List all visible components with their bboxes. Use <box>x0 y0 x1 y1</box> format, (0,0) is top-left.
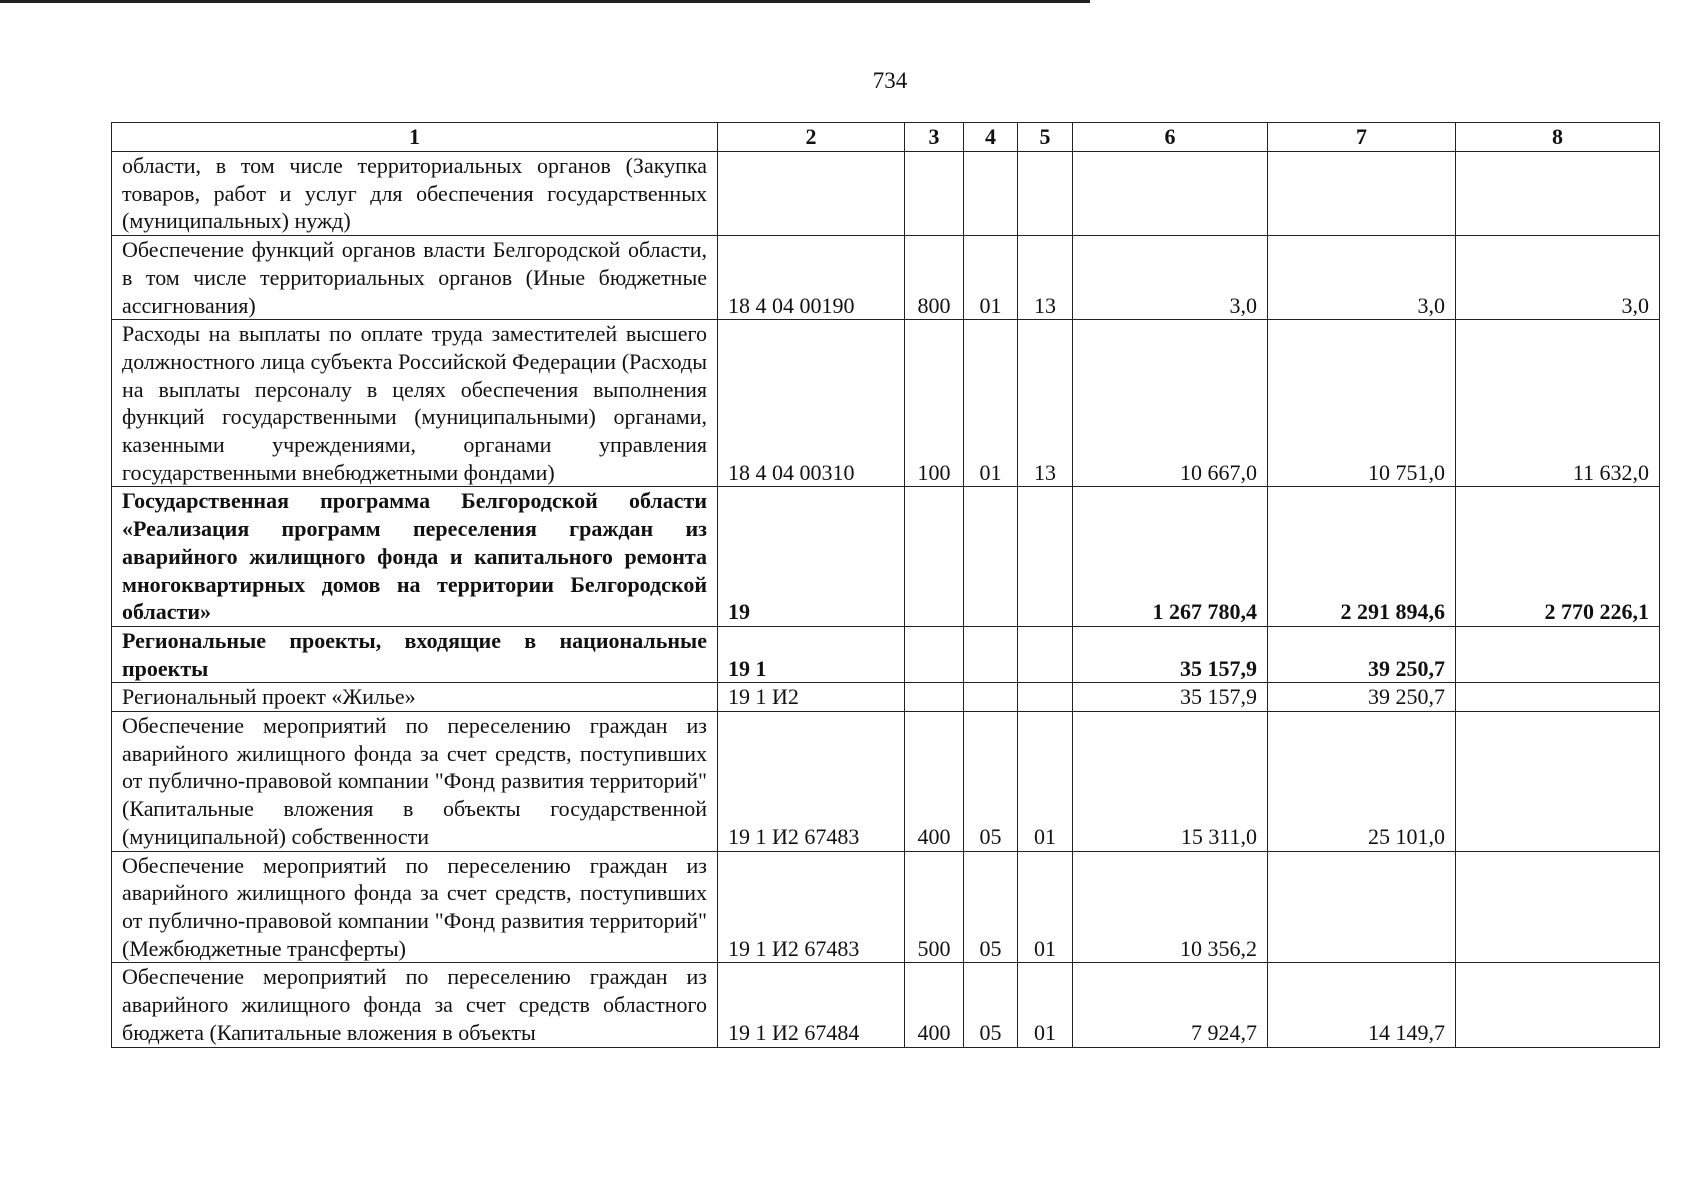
budget-table <box>111 122 1660 1048</box>
table-row <box>112 683 1660 712</box>
top-rule <box>0 0 1090 3</box>
row-code-cell: 19 1 <box>718 626 905 682</box>
row-col3-cell: 800 <box>905 236 964 320</box>
row-name-cell: Обеспечение мероприятий по переселению граждан из аварийного жилищного фонда за счет средств, поступивших от публично-правовой компании "Фонд развития территорий" (Межбюджетные трансферты) <box>112 851 718 963</box>
row-col7-cell: 39 250,7 <box>1268 683 1456 712</box>
row-col3-cell <box>905 683 964 712</box>
table-row <box>112 320 1660 487</box>
header-col-7: 7 <box>1268 123 1456 152</box>
row-col3-cell: 100 <box>905 320 964 487</box>
header-col-8: 8 <box>1456 123 1660 152</box>
row-col4-cell: 05 <box>964 963 1018 1047</box>
row-name-cell: Расходы на выплаты по оплате труда заместителей высшего должностного лица субъекта Российской Федерации (Расходы на выплаты персоналу в целях обеспечения выполнения функций государственными (муниципальными) органами, казенными учреждениями, органами управления государственными внебюджетными фондами) <box>112 320 718 487</box>
header-col-6: 6 <box>1073 123 1268 152</box>
row-col5-cell: 01 <box>1018 963 1073 1047</box>
row-col7-cell <box>1268 152 1456 236</box>
table-row <box>112 963 1660 1047</box>
row-code-cell: 19 1 И2 67484 <box>718 963 905 1047</box>
row-name-cell: области, в том числе территориальных органов (Закупка товаров, работ и услуг для обеспечения государственных (муниципальных) нужд) <box>112 152 718 236</box>
header-col-3: 3 <box>905 123 964 152</box>
row-col5-cell <box>1018 626 1073 682</box>
row-code-cell: 19 1 И2 67483 <box>718 712 905 852</box>
row-col8-cell <box>1456 152 1660 236</box>
table-row <box>112 626 1660 682</box>
table-header-row <box>112 123 1660 152</box>
row-col7-cell: 2 291 894,6 <box>1268 487 1456 627</box>
row-col4-cell: 05 <box>964 851 1018 963</box>
row-name-cell: Государственная программа Белгородской области «Реализация программ переселения граждан из аварийного жилищного фонда и капитального ремонта многоквартирных домов на территории Белгородской области» <box>112 487 718 627</box>
row-code-cell: 18 4 04 00190 <box>718 236 905 320</box>
row-col5-cell: 01 <box>1018 712 1073 852</box>
row-code-cell: 19 <box>718 487 905 627</box>
row-col8-cell: 11 632,0 <box>1456 320 1660 487</box>
row-col7-cell: 39 250,7 <box>1268 626 1456 682</box>
page-number: 734 <box>872 68 908 93</box>
row-col6-cell: 35 157,9 <box>1073 683 1268 712</box>
row-col3-cell <box>905 626 964 682</box>
row-col5-cell <box>1018 487 1073 627</box>
row-col7-cell: 14 149,7 <box>1268 963 1456 1047</box>
row-col8-cell <box>1456 683 1660 712</box>
row-col8-cell <box>1456 626 1660 682</box>
row-col4-cell: 01 <box>964 236 1018 320</box>
header-col-1: 1 <box>112 123 718 152</box>
row-col7-cell <box>1268 851 1456 963</box>
row-col4-cell: 05 <box>964 712 1018 852</box>
row-col5-cell <box>1018 152 1073 236</box>
row-col7-cell: 3,0 <box>1268 236 1456 320</box>
row-name-cell: Обеспечение мероприятий по переселению граждан из аварийного жилищного фонда за счет средств областного бюджета (Капитальные вложения в объекты <box>112 963 718 1047</box>
table-row <box>112 851 1660 963</box>
row-name-cell: Региональные проекты, входящие в национальные проекты <box>112 626 718 682</box>
row-col8-cell <box>1456 712 1660 852</box>
row-col5-cell: 13 <box>1018 236 1073 320</box>
row-col4-cell <box>964 626 1018 682</box>
row-col8-cell: 2 770 226,1 <box>1456 487 1660 627</box>
row-col3-cell: 400 <box>905 963 964 1047</box>
row-col6-cell: 1 267 780,4 <box>1073 487 1268 627</box>
row-col3-cell: 500 <box>905 851 964 963</box>
table-row <box>112 152 1660 236</box>
header-col-5: 5 <box>1018 123 1073 152</box>
row-col4-cell: 01 <box>964 320 1018 487</box>
header-col-4: 4 <box>964 123 1018 152</box>
table-row <box>112 712 1660 852</box>
row-code-cell: 19 1 И2 67483 <box>718 851 905 963</box>
row-col7-cell: 10 751,0 <box>1268 320 1456 487</box>
row-col6-cell: 10 667,0 <box>1073 320 1268 487</box>
row-col6-cell: 7 924,7 <box>1073 963 1268 1047</box>
row-col6-cell: 15 311,0 <box>1073 712 1268 852</box>
row-name-cell: Обеспечение мероприятий по переселению граждан из аварийного жилищного фонда за счет средств, поступивших от публично-правовой компании "Фонд развития территорий" (Капитальные вложения в объекты государственной (муниципальной) собственности <box>112 712 718 852</box>
row-col3-cell <box>905 152 964 236</box>
row-col4-cell <box>964 152 1018 236</box>
table-row <box>112 487 1660 627</box>
row-col6-cell <box>1073 152 1268 236</box>
row-code-cell: 19 1 И2 <box>718 683 905 712</box>
row-col6-cell: 10 356,2 <box>1073 851 1268 963</box>
row-col5-cell: 13 <box>1018 320 1073 487</box>
row-col7-cell: 25 101,0 <box>1268 712 1456 852</box>
row-code-cell <box>718 152 905 236</box>
row-col8-cell <box>1456 963 1660 1047</box>
row-col6-cell: 3,0 <box>1073 236 1268 320</box>
row-col8-cell: 3,0 <box>1456 236 1660 320</box>
row-col8-cell <box>1456 851 1660 963</box>
row-col6-cell: 35 157,9 <box>1073 626 1268 682</box>
row-name-cell: Региональный проект «Жилье» <box>112 683 718 712</box>
header-col-2: 2 <box>718 123 905 152</box>
table-row <box>112 236 1660 320</box>
row-col3-cell <box>905 487 964 627</box>
row-col5-cell <box>1018 683 1073 712</box>
row-name-cell: Обеспечение функций органов власти Белгородской области, в том числе территориальных органов (Иные бюджетные ассигнования) <box>112 236 718 320</box>
row-col5-cell: 01 <box>1018 851 1073 963</box>
row-col3-cell: 400 <box>905 712 964 852</box>
row-col4-cell <box>964 683 1018 712</box>
row-code-cell: 18 4 04 00310 <box>718 320 905 487</box>
row-col4-cell <box>964 487 1018 627</box>
